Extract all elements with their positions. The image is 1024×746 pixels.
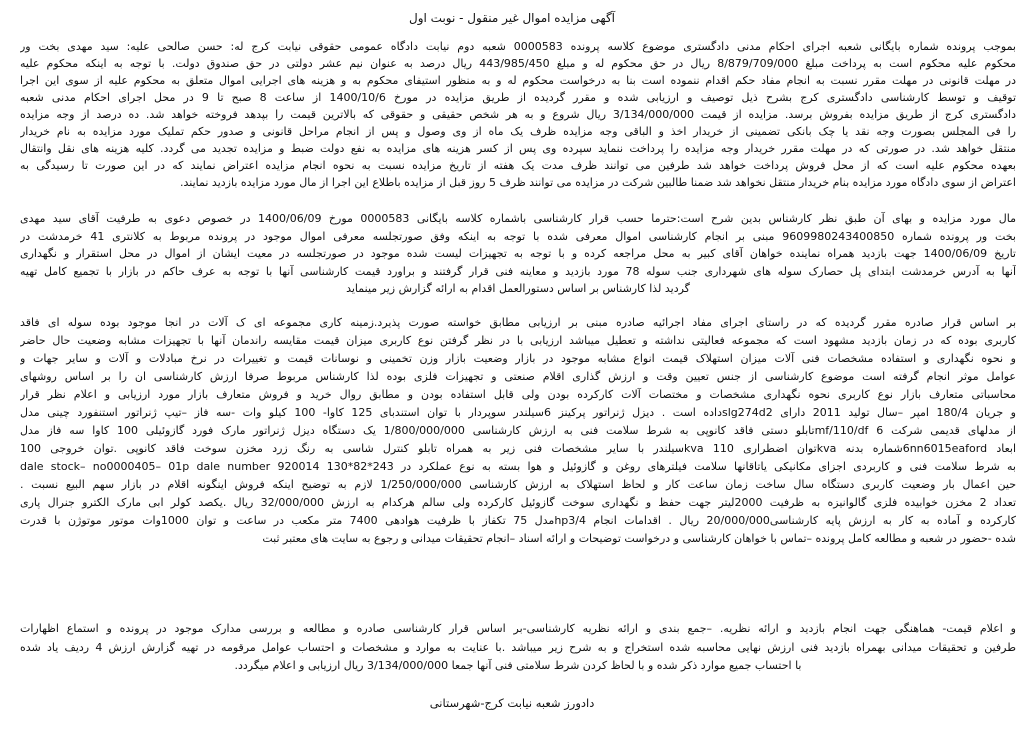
paragraph-expert-valuation [20, 314, 1016, 548]
text-line: و جریان 180/4 امپر –سال تولید 2011 دارای slg274d2داده است . دیزل ژنراتور پرکینز 6سیلندر سوپردار با توان استندبای 125 کاوا- 100 کیلو وات -سه فاز –تیپ ژنراتور استنفورد چینی مدل [20, 406, 1016, 419]
text-line: شده -حضور در شعبه و مطالعه کامل پرونده –تماس با خواهان کارشناسی و درخواست توضیحات و ارائه اسناد –انجام تحقیقات میدانی و رجوع به سایت های معتبر ثبت [262, 532, 1016, 545]
text-line: گردید لذا کارشناس بر اساس دستورالعمل اقدام به ارائه گزارش زیر مینماید [346, 282, 690, 295]
signature: دادورز شعبه نیابت کرج-شهرستانی [429, 696, 595, 710]
text-line: عوامل موثر انجام گرفته است موضوع کارشناسی از جنس تعیین وقت و ارزش گذاری اقلام صنعتی و تجهیزات فلزی بوده لذا کارشناس مربوط صرفا ارزش کارشناسی ان را بر اساس روشهای [20, 370, 1016, 383]
text-line: آنها به آدرس خرمدشت ابتدای پل حصارک سوله های شهرداری جنب سوله 78 مورد بازدید و معاینه فنی قرار گرفتند و براورد قیمت کارشناسی آنها با توجه به عرف حاکم در بازار با تجمیع کامل تهیه [20, 264, 1016, 278]
text-line: تعداد 2 مخزن خوابیده فلزی گالوانیزه به ظرفیت 2000لیتر جهت حفظ و نگهداری سوخت گازوئیل کارکرده ولی سالم هرکدام به ارزش 32/000/000 ریال .یکصد کولر ابی مارک الکترو جنرال پاری [20, 496, 1016, 509]
text-line: محکوم علیه محکوم است به پرداخت مبلغ 8/879/709/000 ریال در حق محکوم له و مبلغ 443/985/450 ریال درصد به عنوان نیم عشر دولتی در حق صندوق دولت. با توجه به اینکه محکوم علیه [20, 57, 1016, 70]
notice-title: آگهی مزایده اموال غیر منقول - نوبت اول [409, 11, 615, 25]
paragraph-auction-terms [20, 38, 1016, 191]
text-line: و اعلام قیمت- هماهنگی جهت انجام بازدید و ارائه نظریه. –جمع بندی و ارائه نظریه کارشناسی-بر اساس قرار کارشناسی صادره و مطالعه و بررسی مدارک موجود در پرونده و استماع اظهارات [20, 622, 1016, 635]
text-line: حین اعمال بار وضعیت کاربری دستگاه سال ساخت زمان ساعت کار و لحاظ استهلاک به ارزش کارشناسی 1/250/000/000 لازم به توضیح اینکه فروش اینگونه اقلام در بازار سهم البیع نسبت . [20, 478, 1016, 491]
text-line: و نحوه نگهداری و استفاده مشخصات فنی آلات میزان استهلاک قیمت انواع مشابه موجود در بازار وضعیت بازار وزن تخمینی و نوسانات قیمت و تغییرات در نرخ مبادلات و آلات و سایر جهات و [20, 352, 1016, 365]
text-line: مال مورد مزایده و بهای آن طبق نظر کارشناس بدین شرح است:حترما حسب قرار کارشناسی باشماره کلاسه بایگانی 0000583 مورخ 1400/06/09 در خصوص دعوی به طرفیت آقای سید مهدی [20, 212, 1016, 225]
text-line: منتقل خواهد شد. در صورتی که در مهلت مقرر خریدار وجه مزایده را پرداخت ننماید سپرده وی پس از کسر هزینه های مزایده به نفع دولت ضبط و مزایده تجدید می گردد. کلیه هزینه های نقل وانتقال [20, 142, 1016, 155]
text-line: بخت ور پرونده شماره 9609980243400850 مبنی بر انجام کارشناسی اموال معرفی شده با توجه به اینکه وفق صورتجلسه معرفی اموال موجود در پرونده مربوط به کلانتری 41 خرمدشت در [20, 229, 1016, 243]
text-line: دادگستری کرج از طریق مزایده بفروش برسد. مزایده از قیمت 3/134/000/000 ریال شروع و به هر شخص حقیقی و حقوقی که بالاترین قیمت را بپدهد فروخته خواهد شد. ده درصد از وجه مزایده [20, 108, 1016, 121]
text-line: بعهده محکوم علیه است که از محل فروش پرداخت خواهد شد طرفین می توانند ظرف مدت یک هفته از تاریخ مزایده نسبت به نحوه انجام مزایده اعتراض نمایند که در این صورت تا رسیدگی به [20, 159, 1016, 172]
text-line: کارکرده و آماده به کار به ارزش پایه کارشناسی20/000/000 ریال . اقدامات انجام hp3/4مدل 75 تکفاز با ظرفیت هوادهی 7400 متر مکعب در ساعت و توان 1000وات موتور موتوژن با قدرت [20, 514, 1016, 527]
text-line: تاریخ 1400/06/09 جهت بازدید همراه نماینده خواهان آقای کبیر به محل مراجعه کرده و با توجه به تجهیزات لیست شده موجود در صورتجلسه در معیت ایشان از اموال در محل استقرار و نگهداری [20, 247, 1016, 260]
text-line: طرفین و تحقیقات میدانی بهمراه بازدید فنی ارزش نهایی محاسبه شده استخراج و به شرح زیر میباشد .با عنایت به موارد و مشخصات و احتساب عوامل مرقومه در تهیه گزارش ارزش 4 ردیف یاد شده [20, 640, 1016, 654]
text-line: توقیف و توسط کارشناسی دادگستری کرج بشرح ذیل توصیف و ارزیابی شده و مقرر گردیده از طریق مزایده در مورخ 1400/10/6 از ساعت 8 صبح تا 9 در محل اجرای احکام مدنی شعبه [20, 91, 1016, 104]
text-line: محاسباتی متعارف بازار نوع کاربری نحوه نگهداری مشخصات و مختصات آلات کارکرده بودن ولی قابل استفاده بودن و مطابق روال خرید و فروش متعارف بازار مورد ارزیابی و اعلام نظر قرار [20, 388, 1016, 401]
text-line: از مدلهای قدیمی شرکت mf/110/df 6تابلو دستی فاقد کانوپی به شرط سلامت فنی به ارزش کارشناسی 1/800/000/000 یک دستگاه دیزل ژنراتور مارک فورد گازوئیلی 100 کاوا سه فاز مدل [20, 424, 1016, 437]
text-line: به شرط سلامت فنی و کاربردی اجزای مکانیکی یاتاقانها سلامت فیلترهای روغن و گازوئیل و هوا بسته به نوع عملکرد در dale stock– no0000405– 01p dale number 920014 130*82*243 [20, 460, 1016, 473]
text-line: بر اساس قرار صادره مقرر گردیده که در راستای اجرای مفاد اجرائیه صادره مبنی بر ارزیابی مطابق خواسته صورت پذیرد.زمینه کاری مجموعه ای ک آلات در انجا موجود بوده سوله ای فاقد [20, 316, 1016, 329]
text-line: بموجب پرونده شماره بایگانی شعبه اجرای احکام مدنی دادگستری موضوع کلاسه پرونده 0000583 شعبه دوم نیابت دادگاه عمومی حقوقی نیابت کرج له: حسن صالحی علیه: سید مهدی بخت ور [20, 40, 1016, 53]
text-line: ابعاد 6nn6015eafordشماره بدنه kvaتوان اضطراری 110 kvaسیلندر با سایر مشخصات فنی زیر به همراه تابلو کنترل شاسی به رنگ زرد مخزن سوخت فاقد کانوپی .توان خروجی 100 [20, 442, 1016, 455]
text-line: کاربری بوده که در زمان بازدید مشهود است که مجموعه فعالیتی نداشته و تعطیل میباشد ارزیابی با در نظر گرفتن نوع کاربری میزان قیمت مقایسه راندمان آنها با تجهیزات مشابه وضعیت حال حاضر [20, 334, 1016, 347]
paragraph-final-valuation [20, 620, 1016, 676]
paragraph-property-description [20, 210, 1016, 298]
text-line: در مهلت قانونی در مهلت مقرر نسبت به انجام مفاد حکم اقدام ننموده است بنا به درخواست محکوم له و به منظور استیفای محکوم به و هزینه های اجرایی اموال متعلق به محکوم علیه از سوی این اجرا [20, 74, 1016, 87]
text-line: با احتساب جمیع موارد ذکر شده و با لحاظ کردن شرط سلامتی فنی آنها جمعا 3/134/000/000 ریال ارزیابی و اعلام میگردد. [234, 659, 802, 672]
text-line: را فی المجلس بصورت وجه نقد یا چک بانکی تضمینی از خریدار اخذ و الباقی وجه مزایده ظرف یک ماه از وی وصول و پس از انجام مراحل قانونی و صدور حکم تملیک مورد مزایده به نام خریدار [20, 125, 1016, 138]
text-line: اعتراض از سوی دادگاه مورد مزایده بنام خریدار منتقل نخواهد شد ضمنا طالبین شرکت در مزایده می توانند ظرف 5 روز قبل از مزایده باطلاع این اجرا از مال مورد مزایده بازدید نمایند. [180, 176, 1016, 189]
